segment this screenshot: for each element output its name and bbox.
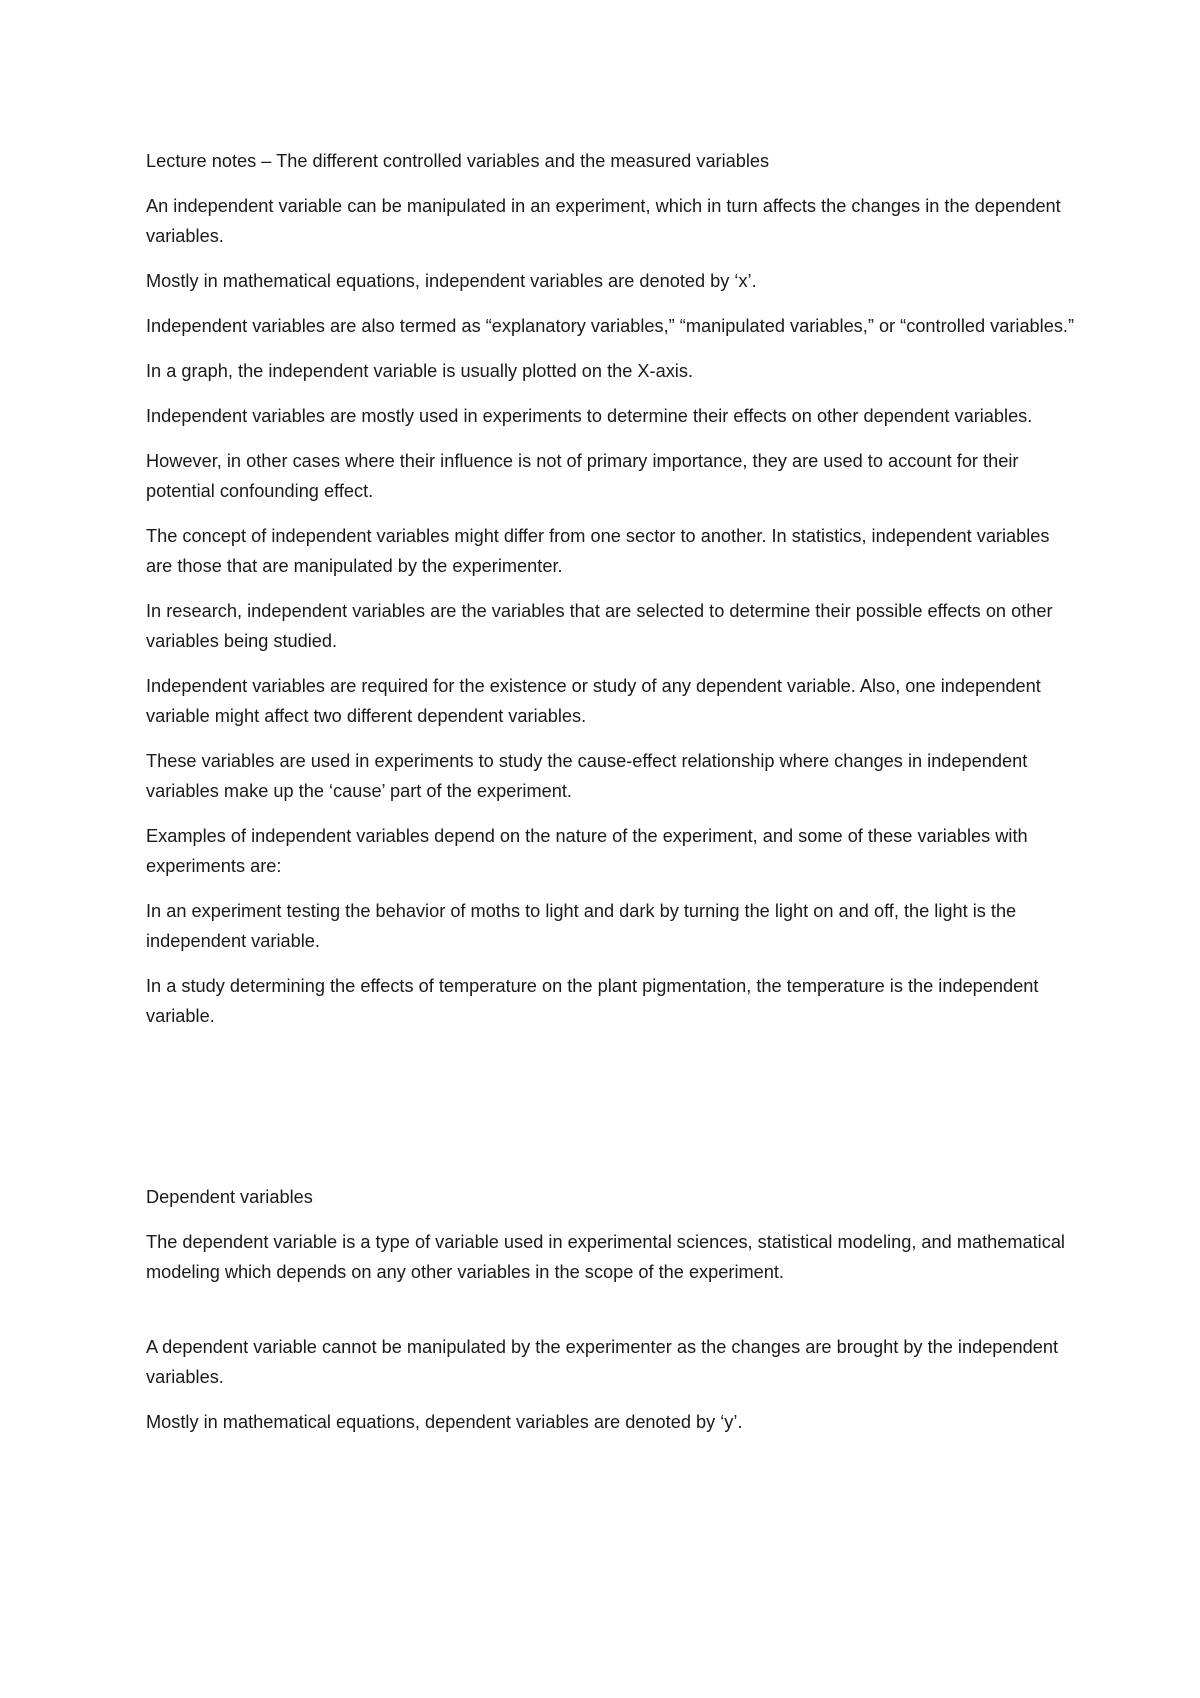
paragraph: However, in other cases where their influence is not of primary importance, they are used to account for their potential confounding effect. (146, 451, 1019, 501)
document-body (146, 146, 1076, 1452)
blank-space (146, 1302, 1076, 1332)
lecture-title: Lecture notes – The different controlled variables and the measured variables (146, 151, 770, 171)
paragraph: In a graph, the independent variable is usually plotted on the X-axis. (146, 361, 693, 381)
paragraph: Mostly in mathematical equations, dependent variables are denoted by ‘y’. (146, 1412, 743, 1432)
paragraph: Independent variables are mostly used in experiments to determine their effects on other dependent variables. (146, 406, 1033, 426)
section-heading-dependent-variables: Dependent variables (146, 1187, 313, 1207)
paragraph: Independent variables are also termed as “explanatory variables,” “manipulated variables,” or “controlled variables.” (146, 316, 1075, 336)
paragraph: In research, independent variables are the variables that are selected to determine their possible effects on other variables being studied. (146, 601, 1053, 651)
paragraph: The dependent variable is a type of variable used in experimental sciences, statistical modeling, and mathematical modeling which depends on any other variables in the scope of the experiment. (146, 1232, 1065, 1282)
blank-space (146, 1046, 1076, 1182)
paragraph: An independent variable can be manipulated in an experiment, which in turn affects the changes in the dependent variables. (146, 196, 1061, 246)
paragraph: A dependent variable cannot be manipulated by the experimenter as the changes are brought by the independent variables. (146, 1337, 1059, 1387)
paragraph: These variables are used in experiments to study the cause-effect relationship where changes in independent variables make up the ‘cause’ part of the experiment. (146, 751, 1028, 801)
paragraph: The concept of independent variables might differ from one sector to another. In statistics, independent variables are those that are manipulated by the experimenter. (146, 526, 1050, 576)
paragraph: Mostly in mathematical equations, independent variables are denoted by ‘x’. (146, 271, 757, 291)
paragraph: In an experiment testing the behavior of moths to light and dark by turning the light on and off, the light is the independent variable. (146, 901, 1017, 951)
paragraph: In a study determining the effects of temperature on the plant pigmentation, the temperature is the independent variable. (146, 976, 1039, 1026)
paragraph: Independent variables are required for the existence or study of any dependent variable. Also, one independent variable might affect two different dependent variables. (146, 676, 1041, 726)
paragraph: Examples of independent variables depend on the nature of the experiment, and some of these variables with experiments are: (146, 826, 1028, 876)
